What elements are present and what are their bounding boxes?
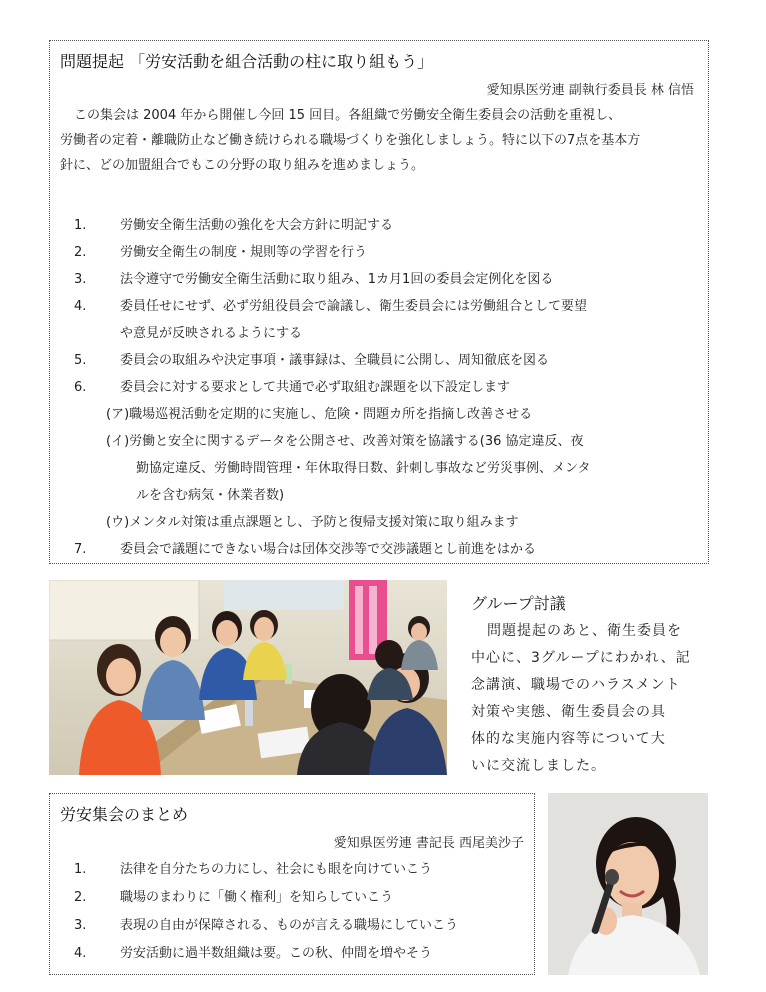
item-text: 委員会の取組みや決定事項・議事録は、全職員に公開し、周知徹底を図る (120, 353, 550, 368)
list-item (74, 858, 432, 877)
item-number: 5. (74, 353, 87, 368)
item-number: 7. (74, 542, 87, 557)
item-text: 表現の自由が保障される、ものが言える職場にしていこう (120, 918, 459, 933)
list-item (74, 376, 510, 395)
speaker-illustration (548, 793, 708, 975)
group-line-2: 中心に、3グループにわかれ、記 (471, 650, 691, 666)
item-number: 2. (74, 245, 87, 260)
item-text: 委員任せにせず、必ず労組役員会で論議し、衛生委員会には労働組合として要望 (120, 299, 587, 314)
group-line-4: 対策や実態、衛生委員会の具 (471, 704, 666, 720)
group-discussion-illustration (49, 580, 447, 775)
intro-line-2: 労働者の定着・離職防止など働き続けられる職場づくりを強化しましょう。特に以下の7点を基本方 (60, 133, 641, 148)
item-text: 委員会に対する要求として共通で必ず取組む課題を以下設定します (120, 380, 511, 395)
list-item (74, 942, 432, 961)
sub-item-a: (ア)職場巡視活動を定期的に実施し、危険・問題カ所を指摘し改善させる (106, 407, 533, 422)
sub-item-i: (イ)労働と安全に関するデータを公開させ、改善対策を協議する(36 協定違反、夜 (106, 434, 584, 449)
item-number: 1. (74, 862, 87, 877)
item-text: 職場のまわりに「働く権利」を知らしていこう (120, 890, 394, 905)
list-item (74, 268, 553, 287)
summary-box (49, 793, 535, 975)
sub-item-i-continuation: 勤協定違反、労働時間管理・年休取得日数、針刺し事故など労災事例、メンタ (136, 461, 591, 476)
sub-item-u: (ウ)メンタル対策は重点課題とし、予防と復帰支援対策に取り組みます (106, 515, 519, 530)
item-text: 労安活動に過半数組織は要。この秋、仲間を増やそう (120, 946, 433, 961)
group-line-6: いに交流しました。 (471, 758, 606, 774)
summary-author: 愛知県医労連 書記長 西尾美沙子 (333, 836, 524, 851)
problem-statement-box (49, 40, 709, 564)
list-item (74, 886, 393, 905)
list-item (74, 241, 367, 260)
list-item (74, 538, 536, 557)
item-text: 労働安全衛生の制度・規則等の学習を行う (120, 245, 368, 260)
group-discussion-photo (49, 580, 447, 775)
group-line-3: 念講演、職場でのハラスメント (471, 677, 681, 693)
item-text: 法令遵守で労働安全衛生活動に取り組み、1カ月1回の委員会定例化を図る (120, 272, 554, 287)
sub-item-i-continuation: ルを含む病気・休業者数) (136, 488, 285, 503)
list-item (74, 295, 587, 314)
item-text: 委員会で議題にできない場合は団体交渉等で交渉議題とし前進をはかる (120, 542, 537, 557)
intro-line-1: この集会は 2004 年から開催し今回 15 回目。各組織で労働安全衛生委員会の活動を重視し、 (74, 108, 622, 123)
item-number: 4. (74, 299, 87, 314)
item-number: 4. (74, 946, 87, 961)
list-item (74, 914, 458, 933)
item-number: 3. (74, 272, 87, 287)
list-item-continuation: や意見が反映されるようにする (120, 326, 303, 341)
item-text: 法律を自分たちの力にし、社会にも眼を向けていこう (120, 862, 433, 877)
group-line-5: 体的な実施内容等について大 (471, 731, 666, 747)
summary-title: 労安集会のまとめ (60, 805, 189, 824)
intro-line-3: 針に、どの加盟組合でもこの分野の取り組みを進めましょう。 (60, 158, 425, 173)
item-number: 3. (74, 918, 87, 933)
item-number: 1. (74, 218, 87, 233)
item-text: 労働安全衛生活動の強化を大会方針に明記する (120, 218, 394, 233)
group-line-1: 問題提起のあと、衛生委員を (487, 623, 682, 639)
problem-statement-title: 問題提起 「労安活動を組合活動の柱に取り組もう」 (60, 52, 434, 71)
speaker-photo (548, 793, 708, 975)
problem-statement-author: 愛知県医労連 副執行委員長 林 信悟 (486, 83, 694, 98)
item-number: 6. (74, 380, 87, 395)
list-item (74, 214, 393, 233)
list-item (74, 349, 549, 368)
item-number: 2. (74, 890, 87, 905)
group-discussion-title: グループ討議 (471, 594, 566, 613)
